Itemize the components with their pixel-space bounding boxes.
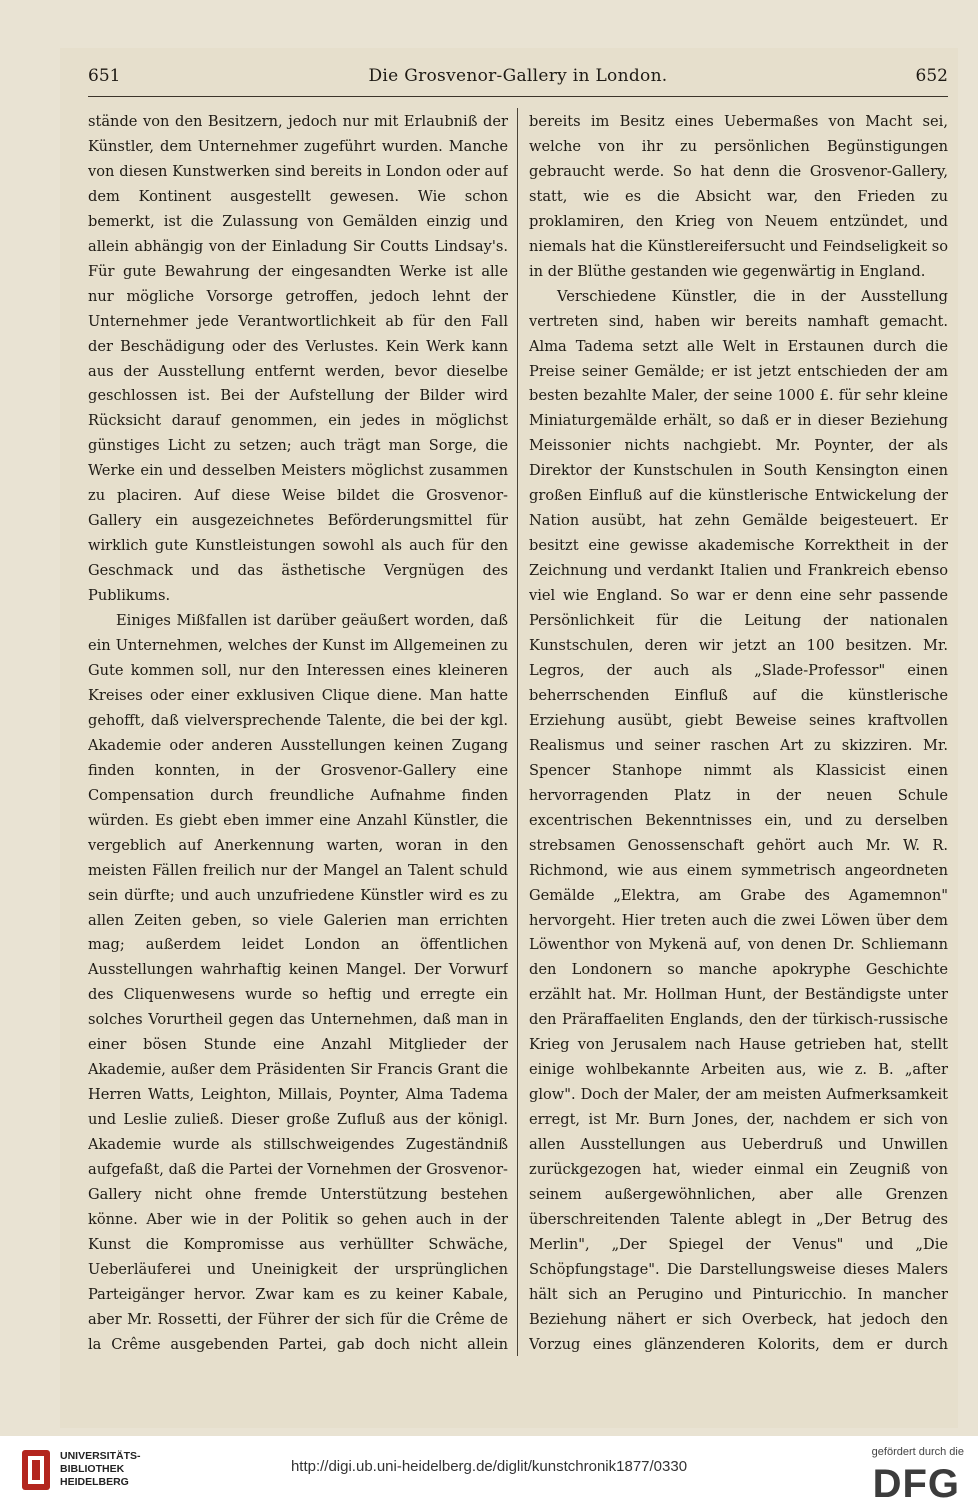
paragraph: Einiges Mißfallen ist darüber geäußert worden, daß ein Unternehmen, welches der Kunst im Allgemeinen zu Gute kommen soll, nur den Interessen eines kleineren Kreises oder einer exklusiven Clique diene. Man hatte gehofft, daß vielversprechende Talente, die bei der kgl. Akademie oder anderen Ausstellungen keinen Zugang finden konnten, in der Grosvenor-Gallery eine Compensation durch freundliche Aufnahme finden würden. Es giebt eben immer eine Anzahl Künstler, die vergeblich auf Anerkennung warten, woran in den meisten Fällen freilich nur der Mangel an Talent schuld sein dürfte; und auch unzufriedene Künstler wird es zu allen Zeiten geben, so viele Galerien man errichten mag; außerdem leidet London an öffentlichen Ausstellungen wahrhaftig keinen Mangel. Der Vorwurf des Cliquenwesens wurde so heftig und erregte ein solches Vorurtheil gegen das Unternehmen, daß man in einer bösen Stunde eine Anzahl Mitglieder der Akademie, außer dem Präsidenten Sir Francis Grant die Herren Watts, Leighton, Millais, Poynter, Alma Tadema und Leslie zuließ. Dieser große Zufluß aus der königl. Akademie wurde als stillschweigendes Zugeständniß aufgefaßt, daß die Partei der Vornehmen der Grosvenor-Gallery nicht ohne fremde Unterstützung bestehen könne. Aber wie in der Politik so gehen auch in der Kunst die Kompromisse aus verhüllter Schwäche, Ueberläuferei und Uneinigkeit der ursprünglichen Parteigänger hervor. Zwar kam es zu keiner Kabale, aber Mr. Rossetti, der Führer der sich für die Crême de la Crême ausgebenden Partei, gab doch nicht allein xyxy=(88,612,508,1353)
viewer-footer xyxy=(0,1436,978,1511)
paragraph: Verschiedene Künstler, die in der Ausstellung vertreten sind, haben wir bereits namhaft gemacht. Alma Tadema setzt alle Welt in Erstaunen durch die Preise seiner Gemälde; er ist jetzt entschieden der am besten bezahlte Maler, der seine 1000 £. für sehr kleine Miniaturgemälde erhält, so daß er in dieser Beziehung Meissonier nichts nachgiebt. Mr. Poynter, der als Direktor der Kunstschulen in South Kensington einen großen Einfluß auf die künstlerische Entwickelung der Nation ausübt, hat zehn Gemälde beigesteuert. Er besitzt eine gewisse akademische Korrektheit in der Zeichnung und verdankt Italien und Frankreich ebenso viel wie England. So war er denn eine sehr passende Persönlichkeit für die Leitung der nationalen Kunstschulen, deren wir jetzt an 100 besitzen. Mr. Legros, der auch als „Slade-Professor" einen beherrschenden Einfluß auf die künstlerische Erziehung ausübt, giebt Beweise seines kraftvollen Realismus und seiner raschen Art zu skizziren. Mr. Spencer Stanhope nimmt als Klassicist einen hervorragenden Platz in der neuen Schule excentrischen Bekenntnisses ein, und zu derselben strebsamen Genossenschaft gehört auch Mr. W. R. Richmond, wie aus einem symmetrisch angeordneten Gemälde „Elektra, am Grabe des Agamemnon" hervorgeht. Hier treten auch die zwei Löwen über dem Löwenthor von Mykenä auf, von denen Dr. Schliemann den Londonern so manche apokryphe Geschichte erzählt hat. Mr. Hollman Hunt, der Beständigste unter den Präraffaeliten Englands, den der türkisch-russische Krieg von Jerusalem nach Hause getrieben hat, stellt einige wohlbekannte Arbeiten aus, wie z. B. „after glow". Doch der Maler, der am meisten Aufmerksamkeit erregt, ist Mr. Burn Jones, der, nachdem er sich von allen Ausstellungen aus Ueberdruß und Unwillen zurückgezogen hat, wieder einmal ein Zeugniß von seinem außergewöhnlichen, aber alle Grenzen überschreitenden Talente ablegt in „Der Betrug des Merlin", „Der Spiegel der Venus" und „Die Schöpfungstage". Die Darstellungsweise dieses Malers hält sich an Perugino und Pinturicchio. In mancher Beziehung nähert er sich Overbeck, hat jedoch den Vorzug eines glänzenderen Kolorits, dem er durch xyxy=(529,287,948,1353)
page-number-left: 651 xyxy=(88,66,121,86)
dfg-logo: DFG xyxy=(872,1462,960,1506)
running-title: Die Grosvenor-Gallery in London. xyxy=(368,66,668,86)
funded-by-label: gefördert durch die xyxy=(871,1446,964,1458)
running-header xyxy=(88,60,948,90)
left-column xyxy=(88,110,508,1362)
paragraph: bereits im Besitz eines Uebermaßes von Macht sei, welche von ihr zu persönlichen Begünstigungen gebraucht werde. So hat denn die Grosvenor-Gallery, statt, wie es die Absicht war, den Frieden zu proklamiren, den Krieg von Neuem entzündet, und niemals hat die Künstlereifersucht und Feindseligkeit so in der Blüthe gestanden wie gegenwärtig in England. xyxy=(529,113,948,280)
header-rule xyxy=(88,96,948,97)
source-url-link[interactable]: http://digi.ub.uni-heidelberg.de/diglit/kunstchronik1877/0330 xyxy=(290,1458,688,1475)
column-divider xyxy=(517,108,518,1356)
paragraph: stände von den Besitzern, jedoch nur mit Erlaubniß der Künstler, dem Unternehmer zugeführt wurden. Manche von diesen Kunstwerken sind bereits in London oder auf dem Kontinent ausgestellt gewesen. Wie schon bemerkt, ist die Zulassung von Gemälden einzig und allein abhängig von der Einladung Sir Coutts Lindsay's. Für gute Bewahrung der eingesandten Werke ist alle nur mögliche Vorsorge getroffen, jedoch lehnt der Unternehmer jede Verantwortlichkeit ab für den Fall der Beschädigung oder des Verlustes. Kein Werk kann aus der Ausstellung entfernt werden, bevor dieselbe geschlossen ist. Bei der Aufstellung der Bilder wird Rücksicht darauf genommen, ein jedes in möglichst günstiges Licht zu setzen; auch trägt man Sorge, die Werke ein und desselben Meisters möglichst zusammen zu placiren. Auf diese Weise bildet die Grosvenor-Gallery ein ausgezeichnetes Beförderungsmittel für wirklich gute Kunstleistungen sowohl als auch für den Geschmack und das ästhetische Vergnügen des Publikums. xyxy=(88,113,508,605)
institution-name: UNIVERSITÄTS- BIBLIOTHEK HEIDELBERG xyxy=(60,1450,141,1488)
page-number-right: 652 xyxy=(915,66,948,86)
right-column xyxy=(529,110,948,1362)
